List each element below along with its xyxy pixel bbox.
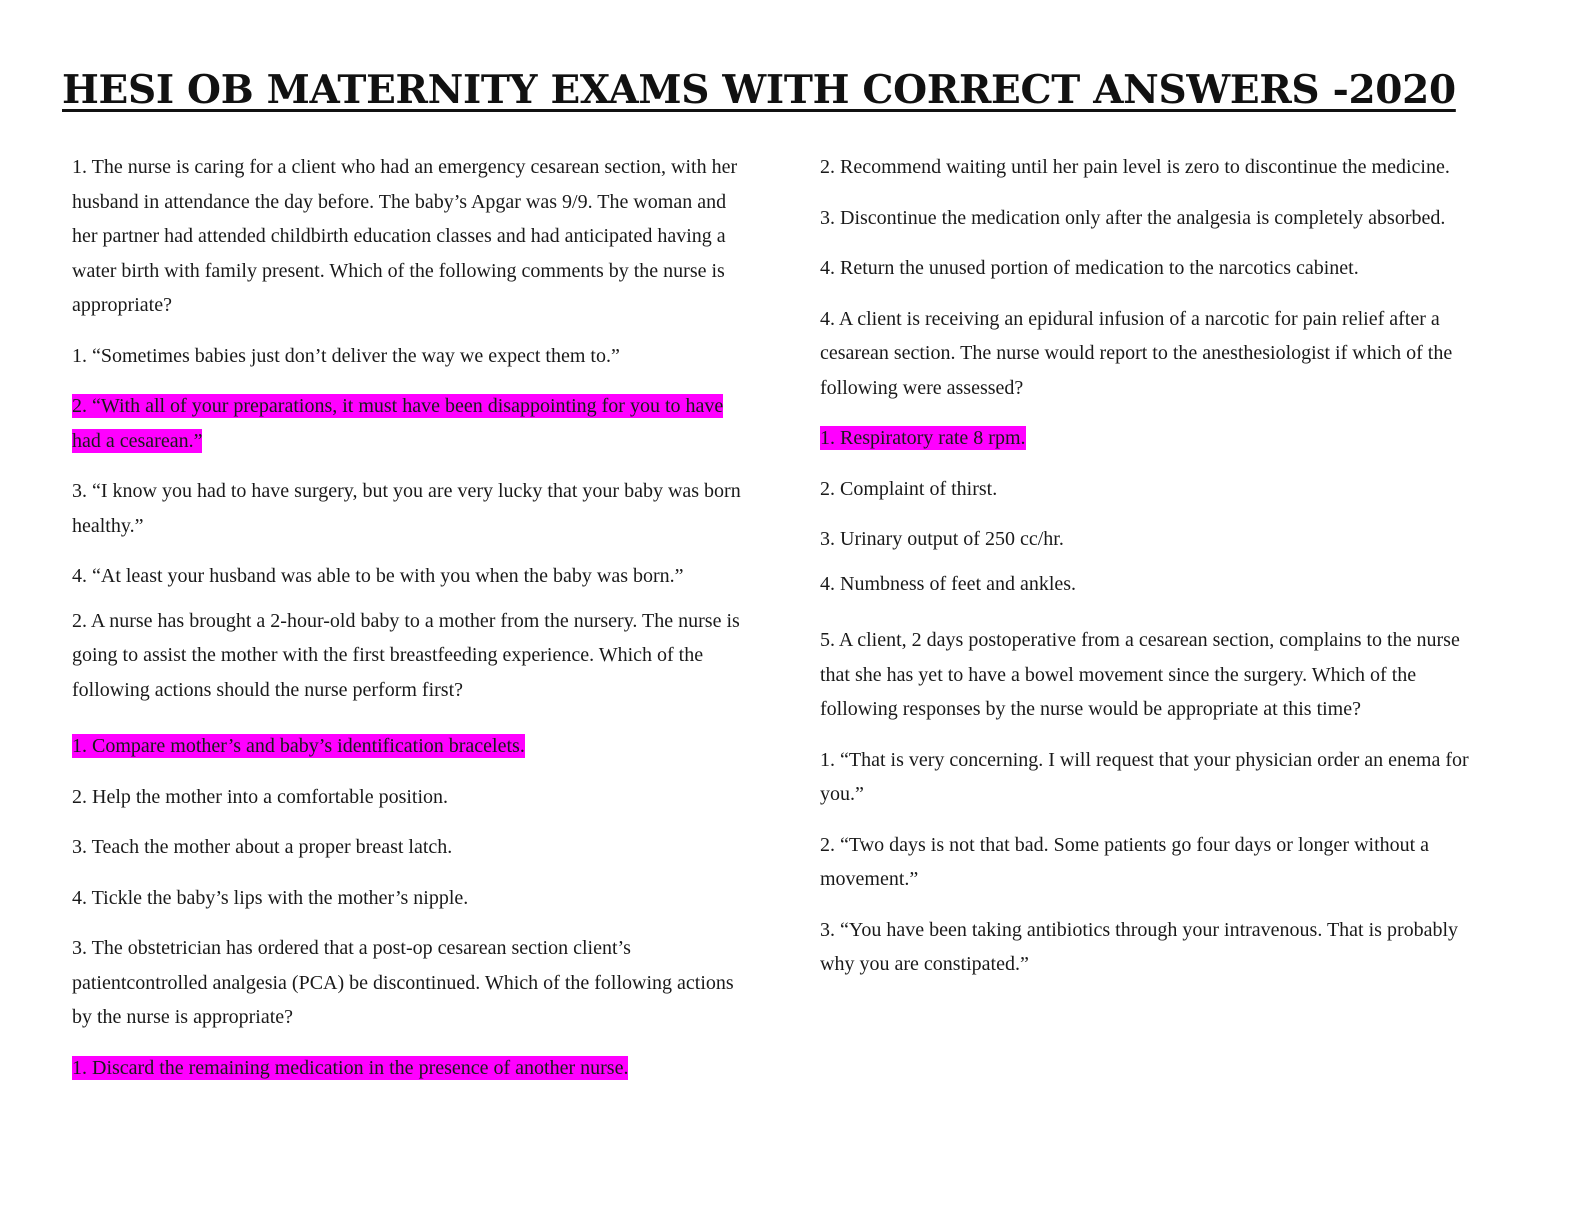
question-3-option-4: 4. Return the unused portion of medication to the narcotics cabinet. [820,257,1359,279]
question-5-option-1: 1. “That is very concerning. I will request that your physician order an enema for you.” [820,748,1469,805]
question-2-stem: 2. A nurse has brought a 2-hour-old baby to a mother from the nursery. The nurse is going to assist the mother with the first breastfeeding experience. Which of the following actions should the nurse perform first? [72,609,740,701]
question-1-option-3: 3. “I know you had to have surgery, but you are very lucky that your baby was born healthy.” [72,480,741,537]
question-3-stem: 3. The obstetrician has ordered that a post-op cesarean section client’s patientcontrolled analgesia (PCA) be discontinued. Which of the following actions by the nurse is appropriate? [72,937,734,1028]
question-2-option-4: 4. Tickle the baby’s lips with the mother’s nipple. [72,886,469,909]
question-5-option-3: 3. “You have been taking antibiotics through your intravenous. That is probably why you are constipated.” [820,918,1459,975]
right-column [820,150,1492,998]
question-1-option-4: 4. “At least your husband was able to be with you when the baby was born.” [72,565,684,587]
question-2-option-3: 3. Teach the mother about a proper breast latch. [72,836,453,858]
question-3-option-3: 3. Discontinue the medication only after the analgesia is completely absorbed. [820,206,1446,229]
question-1-option-2-correct [72,389,752,458]
question-3-option-2: 2. Recommend waiting until her pain level is zero to discontinue the medicine. [820,156,1450,178]
question-5-stem: 5. A client, 2 days postoperative from a cesarean section, complains to the nurse that she has yet to have a bowel movement since the surgery. Which of the following responses by the nurse would be appropriate at this time? [820,629,1460,720]
question-4-option-3: 3. Urinary output of 250 cc/hr. [820,528,1064,550]
answer-highlight: 1. Discard the remaining medication in the presence of another nurse. [72,1056,629,1079]
question-4-option-4: 4. Numbness of feet and ankles. [820,572,1077,595]
question-2-option-1-correct [72,729,752,764]
answer-highlight: 2. “With all of your preparations, it must have been disappointing for you to have had a cesarean.” [72,395,724,452]
question-4-option-2: 2. Complaint of thirst. [820,477,998,500]
answer-highlight: 1. Respiratory rate 8 rpm. [820,427,1026,449]
question-2-option-2: 2. Help the mother into a comfortable position. [72,785,449,808]
question-3-option-1-correct [72,1051,752,1086]
document-title: HESI OB MATERNITY EXAMS WITH CORRECT ANSWERS -2020 [62,67,1456,113]
answer-highlight: 1. Compare mother’s and baby’s identification bracelets. [72,735,525,757]
question-4-stem: 4. A client is receiving an epidural infusion of a narcotic for pain relief after a cesarean section. The nurse would report to the anesthesiologist if which of the following were assessed? [820,307,1453,399]
left-column [72,150,752,1101]
question-5-option-2: 2. “Two days is not that bad. Some patients go four days or longer without a movement.” [820,833,1430,890]
question-1-option-1: 1. “Sometimes babies just don’t deliver the way we expect them to.” [72,344,620,367]
question-4-option-1-correct [820,421,1492,456]
question-1-stem: 1. The nurse is caring for a client who had an emergency cesarean section, with her husband in attendance the day before. The baby’s Apgar was 9/9. The woman and her partner had attended childbirth education classes and had anticipated having a water birth with family present. Which of the following comments by the nurse is appropriate? [72,156,738,316]
